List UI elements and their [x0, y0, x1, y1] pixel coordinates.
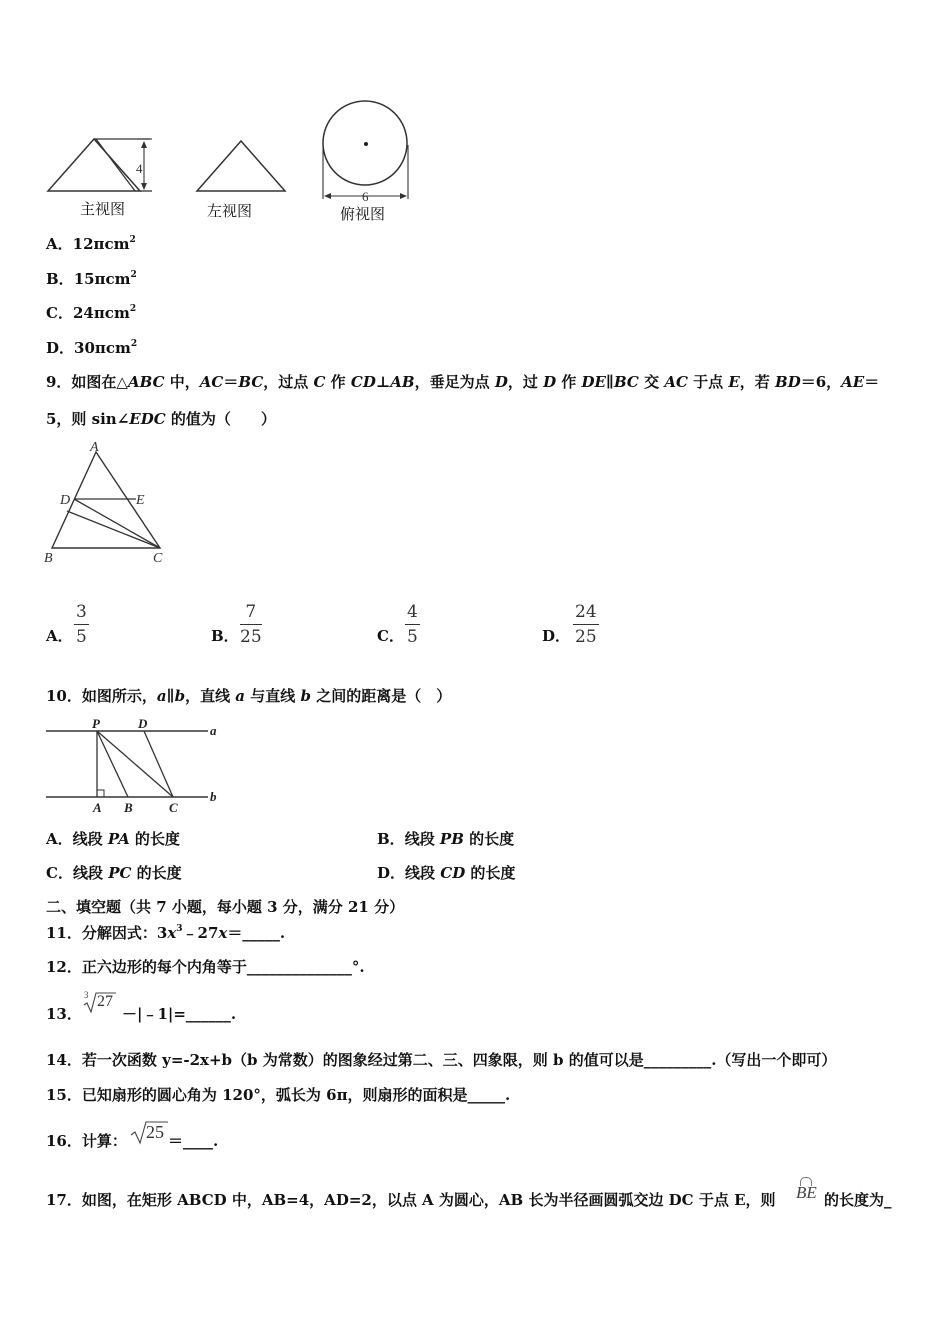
top-view-label: 俯视图: [340, 205, 386, 223]
q10-option-d[interactable]: D．线段 CD 的长度: [377, 864, 516, 882]
q14: 14．若一次函数 y=-2x+b（b 为常数）的图象经过第二、三、四象限，则 b 的值可以是_________.（写出一个即可）: [46, 1051, 837, 1069]
label-b: B: [124, 800, 133, 815]
q10-option-c[interactable]: C．线段 PC 的长度: [46, 864, 182, 882]
diameter-dimension-label: 6: [362, 189, 369, 204]
section-2-title: 二、填空题（共 7 小题，每小题 3 分，满分 21 分）: [46, 898, 405, 916]
right-angle-mark: [97, 790, 104, 797]
segment-dc: [74, 499, 160, 548]
segment-cd-perp: [67, 511, 160, 548]
q8-option-c[interactable]: C．24πcm$^2$: [46, 304, 137, 322]
label-c: C: [169, 800, 178, 815]
label-line-a: a: [210, 723, 217, 738]
q10-parallel-lines-figure: [40, 712, 240, 818]
q10-option-b[interactable]: B．线段 PB 的长度: [377, 830, 515, 848]
height-dimension-label: 4: [136, 161, 143, 176]
left-view-triangle: [197, 141, 285, 191]
label-d: D: [138, 716, 148, 731]
three-views-figure: [40, 95, 440, 225]
label-b: B: [44, 551, 53, 566]
segment-dc: [144, 731, 173, 797]
label-a: A: [93, 800, 102, 815]
label-p: P: [92, 716, 100, 731]
q9-stem-line1: 9．如图在△ABC 中，AC＝BC，过点 C 作 CD⊥AB，垂足为点 D，过 D 作 DE∥BC 交 AC 于点 E，若 BD＝6，AE＝: [46, 373, 880, 391]
q12: 12．正六边形的每个内角等于______________°.: [46, 958, 365, 976]
label-c: C: [153, 551, 163, 566]
label-line-b: b: [210, 789, 217, 804]
q8-option-d[interactable]: D．30πcm$^2$: [46, 339, 138, 357]
q10-stem: 10．如图所示，a∥b，直线 a 与直线 b 之间的距离是（ ）: [46, 687, 452, 705]
segment-pb: [97, 731, 128, 797]
q10-option-a[interactable]: A．线段 PA 的长度: [46, 830, 180, 848]
label-e: E: [136, 493, 145, 508]
front-view-label: 主视图: [80, 200, 126, 218]
front-view-triangle: [48, 139, 140, 191]
q9-triangle-figure: [40, 438, 180, 568]
q8-option-a[interactable]: A．12πcm$^2$: [46, 235, 136, 253]
top-view-center-dot: [364, 142, 368, 146]
segment-pc: [97, 731, 173, 797]
arc-label: BE: [796, 1183, 817, 1202]
label-a: A: [90, 440, 99, 455]
q8-option-b[interactable]: B．15πcm$^2$: [46, 270, 137, 288]
q11: 11．分解因式：$3x^3﹣27x=\_\_\_\_\_$.: [46, 924, 286, 942]
q9-stem-line2: 5，则 sin∠EDC 的值为（ ）: [46, 410, 276, 428]
q13-radicand: 27: [97, 993, 113, 1010]
q15: 15．已知扇形的圆心角为 120°，弧长为 6π，则扇形的面积是_____.: [46, 1086, 511, 1104]
q16-radicand: 25: [146, 1122, 164, 1142]
left-view-label: 左视图: [207, 202, 253, 220]
label-d: D: [60, 493, 71, 508]
q13-root-index: 3: [84, 990, 89, 1000]
